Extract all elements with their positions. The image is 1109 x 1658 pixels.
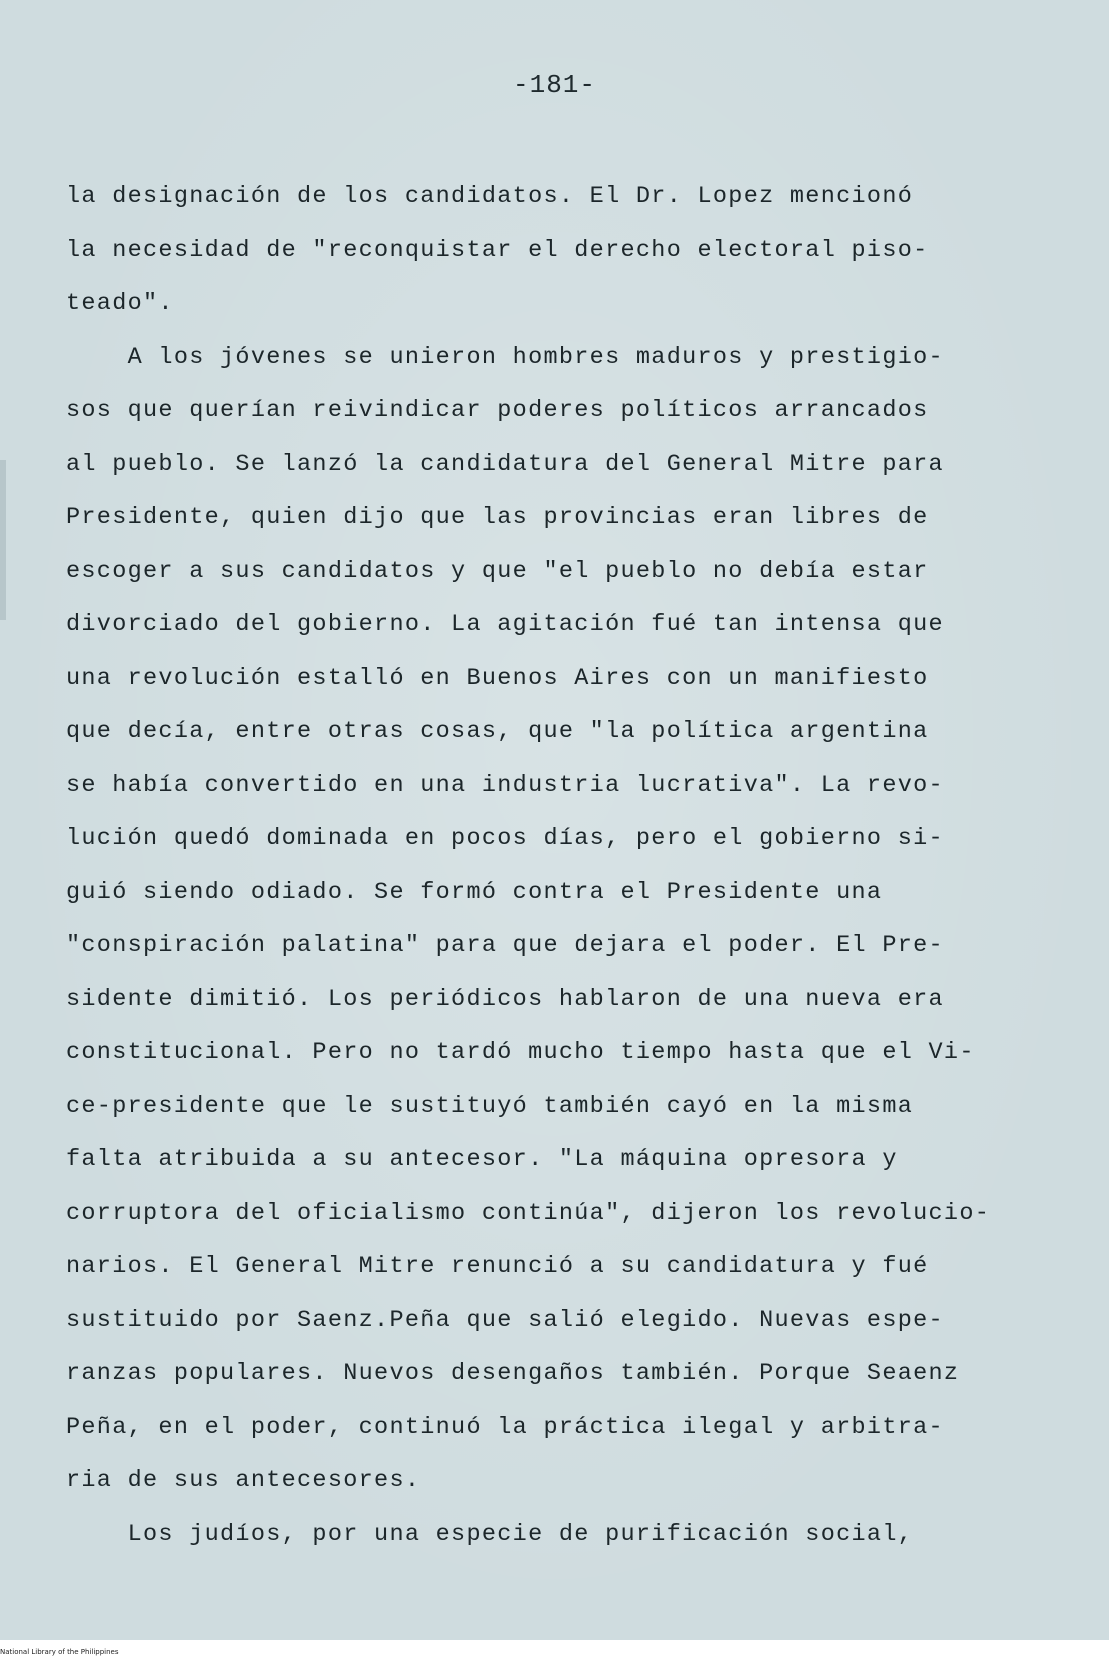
text-line: sustituido por Saenz.Peña que salió elegido. Nuevas espe-: [66, 1306, 944, 1334]
text-line: Los judíos, por una especie de purificación social,: [66, 1520, 914, 1548]
text-line: guió siendo odiado. Se formó contra el Presidente una: [66, 878, 883, 906]
text-line: narios. El General Mitre renunció a su candidatura y fué: [66, 1253, 929, 1280]
text-line: divorciado del gobierno. La agitación fué tan intensa que: [66, 611, 944, 638]
text-line: la designación de los candidatos. El Dr. Lopez mencionó: [66, 183, 914, 210]
text-line: que decía, entre otras cosas, que "la política argentina: [66, 718, 929, 745]
footer-bar: [0, 1640, 1109, 1658]
page-number: -181-: [512, 70, 596, 100]
footer-credit: National Library of the Philippines: [0, 1648, 119, 1656]
text-line: Presidente, quien dijo que las provincias eran libres de: [66, 504, 929, 531]
text-line: ria de sus antecesores.: [66, 1467, 421, 1494]
text-line: sidente dimitió. Los periódicos hablaron de una nueva era: [66, 985, 944, 1013]
text-line: A los jóvenes se unieron hombres maduros y prestigio-: [66, 343, 944, 371]
text-line: escoger a sus candidatos y que "el pueblo no debía estar: [66, 557, 929, 585]
text-line: sos que querían reivindicar poderes políticos arrancados: [66, 397, 929, 424]
page-edge-shadow: [0, 460, 6, 620]
text-line: corruptora del oficialismo continúa", dijeron los revolucio-: [66, 1199, 991, 1227]
text-line: falta atribuida a su antecesor. "La máquina opresora y: [66, 1146, 898, 1173]
text-line: teado".: [66, 290, 174, 317]
text-line: la necesidad de "reconquistar el derecho electoral piso-: [66, 236, 929, 264]
text-line: se había convertido en una industria lucrativa". La revo-: [66, 771, 944, 799]
text-line: ranzas populares. Nuevos desengaños también. Porque Seaenz: [66, 1360, 960, 1387]
text-line: "conspiración palatina" para que dejara el poder. El Pre-: [66, 932, 944, 959]
text-line: al pueblo. Se lanzó la candidatura del General Mitre para: [66, 450, 944, 478]
text-line: constitucional. Pero no tardó mucho tiempo hasta que el Vi-: [66, 1039, 975, 1066]
text-line: una revolución estalló en Buenos Aires con un manifiesto: [66, 664, 929, 692]
text-line: Peña, en el poder, continuó la práctica ilegal y arbitra-: [66, 1413, 944, 1441]
body-text: [66, 170, 1046, 1561]
text-line: ce-presidente que le sustituyó también cayó en la misma: [66, 1092, 914, 1120]
text-line: lución quedó dominada en pocos días, pero el gobierno si-: [66, 825, 944, 852]
